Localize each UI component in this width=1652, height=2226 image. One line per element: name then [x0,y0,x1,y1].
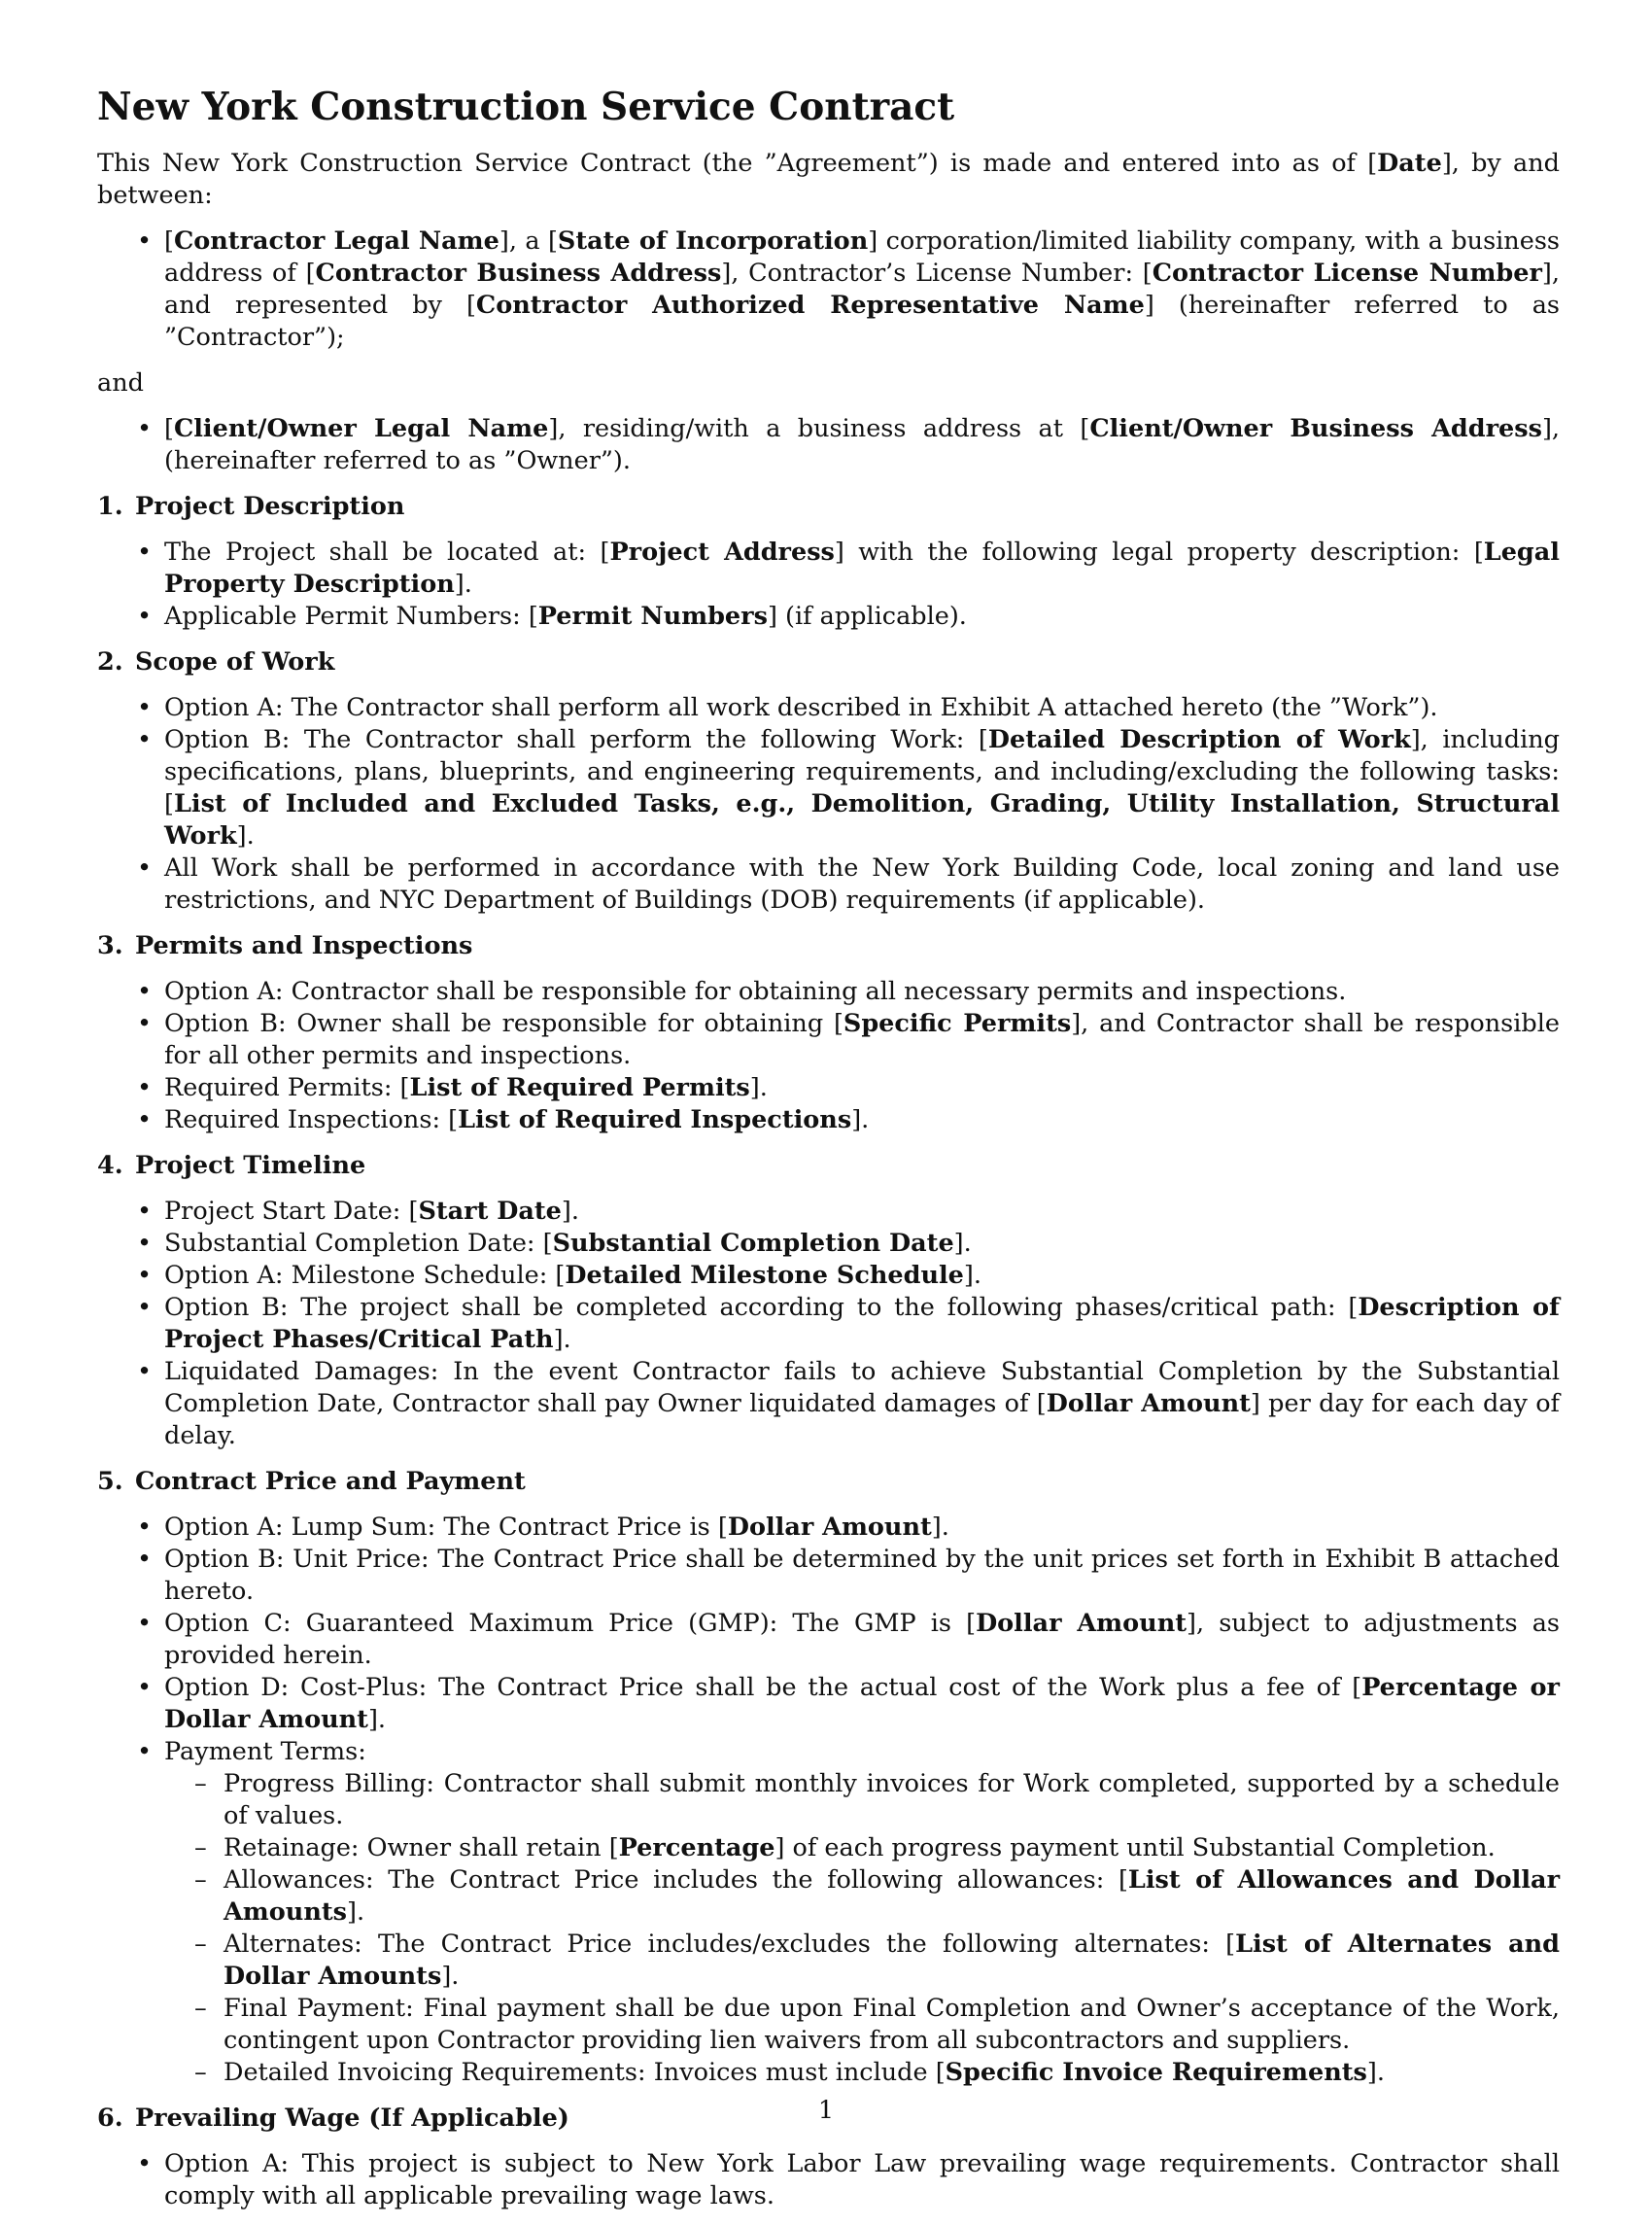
list-item: • Option A: Milestone Schedule: [Detailed Milestone Schedule]. [164,1260,1560,1292]
section-4-list [97,1196,1560,1452]
section-heading-permits: 3. Permits and Inspections [97,931,473,960]
section-heading-price-payment: 5. Contract Price and Payment [97,1467,526,1496]
list-item: • Option A: Contractor shall be responsible for obtaining all necessary permits and inspections. [164,976,1560,1008]
section-heading-timeline: 4. Project Timeline [97,1151,366,1180]
list-item: – Alternates: The Contract Price includes/excludes the following alternates: [List of Alternates and Dollar Amounts]. [224,1929,1560,1993]
contractor-address-placeholder: Contractor Business Address [315,259,722,288]
contractor-name-placeholder: Contractor Legal Name [173,226,499,256]
date-placeholder: Date [1377,149,1442,178]
intro-paragraph: This New York Construction Service Contract (the ”Agreement”) is made and entered into as of [Date], by and between: [97,149,1560,210]
list-item: • Option A: This project is subject to New York Labor Law prevailing wage requirements. Contractor shall comply with all applicable prevailing wage laws. [164,2148,1560,2212]
contractor-list [97,226,1560,354]
list-item: • Substantial Completion Date: [Substantial Completion Date]. [164,1228,1560,1260]
list-item: • The Project shall be located at: [Project Address] with the following legal property description: [Legal Property Description]. [164,537,1560,601]
list-item: • Option C: Guaranteed Maximum Price (GMP): The GMP is [Dollar Amount], subject to adjustments as provided herein. [164,1608,1560,1672]
list-item: • All Work shall be performed in accordance with the New York Building Code, local zoning and land use restrictions, and NYC Department of Buildings (DOB) requirements (if applicable). [164,852,1560,917]
section-2-list [97,692,1560,917]
section-heading-project-description: 1. Project Description [97,492,405,521]
list-item: • Option B: Owner shall be responsible for obtaining [Specific Permits], and Contractor shall be responsible for all other permits and inspections. [164,1008,1560,1072]
license-placeholder: Contractor License Number [1152,259,1542,288]
representative-placeholder: Contractor Authorized Representative Name [475,291,1145,320]
section-heading-scope-of-work: 2. Scope of Work [97,647,335,677]
list-item: • Option B: The project shall be completed according to the following phases/critical path: [Description of Project Phases/Critical Path]. [164,1292,1560,1356]
list-item: • Option A: The Contractor shall perform all work described in Exhibit A attached hereto (the ”Work”). [164,692,1560,724]
list-item: • Option A: Lump Sum: The Contract Price is [Dollar Amount]. [164,1512,1560,1544]
list-item: – Final Payment: Final payment shall be due upon Final Completion and Owner’s acceptance of the Work, contingent upon Contractor providing lien waivers from all subcontractors and suppliers. [224,1993,1560,2057]
list-item: – Detailed Invoicing Requirements: Invoices must include [Specific Invoice Requirements]. [224,2057,1560,2089]
owner-list [97,413,1560,477]
contractor-party: • [Contractor Legal Name], a [State of Incorporation] corporation/limited liability company, with a business address of [Contractor Business Address], Contractor’s License Number: [Contractor License Number], and represented by [Contractor Authorized Representative Name] (hereinafter referred to as ”Contractor”); [164,226,1560,354]
list-item: • Required Permits: [List of Required Permits]. [164,1072,1560,1104]
list-item: • Payment Terms: – Progress Billing: Contractor shall submit monthly invoices for Work completed, supported by a schedule of values. – Retainage: Owner shall retain [Percentage] of each progress payment until Substantial Completion. – Allowances: The Contract Price includes the following allowances: [List of Allowances and Dollar Amounts]. – Alternates: The Contract Price includes/excludes the following alternates: [List of Alternates and Dollar Amounts]. – Final Payment: Final payment shall be due upon Final Completion and Owner’s acceptance of the Work, contingent upon Contractor providing lien waivers from all subcontractors and suppliers. – Detailed Invoicing Requirements: Invoices must include [Specific Invoice Requirements]. [164,1736,1560,2089]
state-placeholder: State of Incorporation [557,226,869,256]
list-item: • Required Inspections: [List of Required Inspections]. [164,1104,1560,1136]
page-title: New York Construction Service Contract [97,85,955,129]
owner-address-placeholder: Client/Owner Business Address [1089,414,1542,443]
section-1-list [97,537,1560,633]
list-item: • Liquidated Damages: In the event Contractor fails to achieve Substantial Completion by the Substantial Completion Date, Contractor shall pay Owner liquidated damages of [Dollar Amount] per day for each day of delay. [164,1356,1560,1452]
list-item: – Retainage: Owner shall retain [Percentage] of each progress payment until Substantial Completion. [224,1832,1560,1864]
page-number: 1 [817,2096,835,2125]
list-item: • Applicable Permit Numbers: [Permit Numbers] (if applicable). [164,601,1560,633]
owner-name-placeholder: Client/Owner Legal Name [173,414,549,443]
list-item: • Option D: Cost-Plus: The Contract Price shall be the actual cost of the Work plus a fee of [Percentage or Dollar Amount]. [164,1672,1560,1736]
contract-page [97,84,1560,2226]
payment-terms-list [164,1768,1560,2089]
section-3-list [97,976,1560,1136]
owner-party: • [Client/Owner Legal Name], residing/with a business address at [Client/Owner Business Address], (hereinafter referred to as ”Owner”). [164,413,1560,477]
section-heading-prevailing-wage: 6. Prevailing Wage (If Applicable) [97,2104,569,2133]
list-item: • Option B: Unit Price: The Contract Price shall be determined by the unit prices set forth in Exhibit B attached hereto. [164,1544,1560,1608]
list-item: • Option B: The Contractor shall perform the following Work: [Detailed Description of Work], including specifications, plans, blueprints, and engineering requirements, and including/excluding the following tasks: [List of Included and Excluded Tasks, e.g., Demolition, Grading, Utility Installation, Structural Work]. [164,724,1560,852]
section-5-list [97,1512,1560,2089]
list-item: • Project Start Date: [Start Date]. [164,1196,1560,1228]
and-text: and [97,368,144,398]
list-item: – Allowances: The Contract Price includes the following allowances: [List of Allowances and Dollar Amounts]. [224,1864,1560,1929]
section-6-list [97,2148,1560,2212]
list-item: – Progress Billing: Contractor shall submit monthly invoices for Work completed, supported by a schedule of values. [224,1768,1560,1832]
